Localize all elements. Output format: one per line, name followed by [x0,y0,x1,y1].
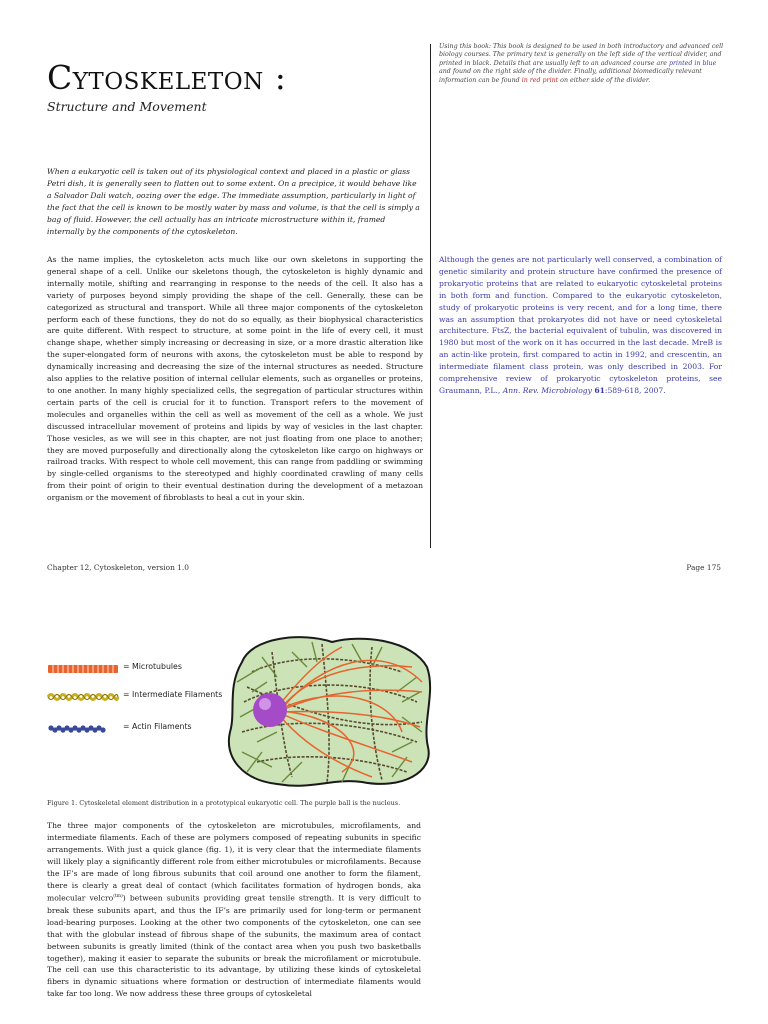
legend-label: = Actin Filaments [123,722,192,731]
page-subtitle: Structure and Movement [47,99,207,114]
actin-filament-swatch-icon [47,722,119,736]
figure-caption: Figure 1. Cytoskeletal element distribution in a prototypical eukaryotic cell. The purple ball is the nucleus. [47,799,401,807]
usage-note [439,43,729,85]
legend-label: = Microtubules [123,662,182,671]
body2-text: The three major components of the cytoskeleton are microtubules, microfilaments, and intermediate filaments. Each of these are polymers composed of repeating subunits in specific arrangements. With just a quick glance (fig. 1), it is very clear that the intermediate filaments will likely play a significantly different role from either microtubules or microfilaments. Because the IF’s are made of long fibrous subunits that coil around one another to form the filament, there is clearly a great deal of contact (which facilitates formation of hydrogen bonds, aka molecular velcro [47,821,421,903]
footer-chapter: Chapter 12, Cytoskeleton, version 1.0 [47,563,189,572]
legend-label: = Intermediate Filaments [123,690,223,699]
vertical-divider [430,44,431,548]
body-paragraph: As the name implies, the cytoskeleton acts much like our own skeletons in supporting the general shape of a cell. Unlike our skeletons though, the cytoskeleton is highly dynamic and internally motile, shifting and rearranging in response to the needs of the cell. It also has a variety of purposes beyond simply providing the shape of the cell. Generally, these can be categorized as structural and transport. While all three major components of the cytoskeleton perform each of these functions, they do not do so equally, as their biophysical characteristics are quite different. With respect to structure, at some point in the life of every cell, it must change shape, whether simply increasing or decreasing in size, or a more drastic alteration like the super-elongated form of neurons with axons, the cytoskeleton must be able to respond by dynamically increasing and decreasing the size of the internal structures as needed. Structure also applies to the relative position of internal cellular elements, such as organelles or proteins, to one another. In many highly specialized cells, the segregation of particular structures within certain parts of the cell is crucial for it to function. Transport refers to the movement of molecules and organelles within the cell as well as movement of the cell as a whole. We just discussed intracellular movement of proteins and lipids by way of vesicles in the last chapter. Those vesicles, as we will see in this chapter, are not just floating from one place to another; they are moved purposefully and directionally along the cytoskeleton like cargo on highways or railroad tracks. With respect to whole cell movement, this can range from paddling or swimming by single-celled organisms to the stereotyped and highly coordinated crawling of many cells from their point of origin to their eventual destination during the development of a metazoan organism or the movement of fibroblasts to heal a cut in your skin. [47,255,423,503]
usage-note-text: Using this book: This book is designed to be used in both introductory and advanced cell biology courses. The primary text is generally on the left side of the vertical divider, and printed in black. Details that are usually left to an advanced course are [439,43,724,67]
usage-note-blue: printed in blue [669,59,717,67]
intro-paragraph: When a eukaryotic cell is taken out of its physiological context and placed in a plastic or glass Petri dish, it is generally seen to flatten out to some extent. On a precipice, it would behave like a Salvador Dali watch, oozing over the edge. The immediate assumption, particularly in light of the fact that the cell is known to be mostly water by mass and volume, is that the cell is simply a bag of fluid. However, the cell actually has an intricate microstructure within it, framed internally by the components of the cytoskeleton. [47,167,420,236]
sidebar-volume: 61 [594,385,605,395]
usage-note-text-2: and found on the right side of the divider. Finally, additional biomedically relevant information can be found [439,68,702,84]
figure-legend [47,655,247,755]
cell-illustration [222,632,437,792]
nucleus [253,693,287,727]
usage-note-text-3: on either side of the divider. [558,76,651,84]
sidebar-advanced-note [439,254,722,397]
footer-page-number: Page 175 [686,563,721,572]
page-title: Cytoskeleton : [47,58,287,97]
usage-note-red: in red print [521,76,559,84]
body2-trademark: (tm) [113,894,123,900]
body2-text-2: ) between subunits providing great tensile strength. It is very difficult to break these subunits apart, and thus the IF’s are primarily used for long-term or permanent load-bearing purposes. Looking at the other two components of the cytoskeleton, one can see that with the globular instead of fibrous shape of the subunits, the maximum area of contact between subunits is greatly limited (think of the contact area when you push two basketballs together), making it easier to separate the subunits or break the microfilament or microtubule. The cell can use this characteristic to its advantage, by utilizing these kinds of cytoskeletal fibers in dynamic situations where formation or destruction of intermediate filaments would take far too long. We now address these three groups of cytoskeletal [47,893,421,999]
legend-intermediate-filaments [47,689,223,703]
body-paragraph-2 [47,820,421,1000]
sidebar-journal: Ann. Rev. Microbiology [502,385,592,395]
nucleus-highlight [259,698,271,710]
legend-microtubules [47,661,182,675]
intermediate-filament-swatch-icon [47,690,119,704]
sidebar-text: Although the genes are not particularly well conserved, a combination of genetic similarity and protein structure have confirmed the presence of prokaryotic proteins that are related to eukaryotic cytoskeletal proteins in both form and function. Compared to the eukaryotic cytoskeleton, study of prokaryotic proteins is very recent, and for a long time, there was an assumption that prokaryotes did not have or need cytoskeletal architecture. FtsZ, the bacterial equivalent of tubulin, was discovered in 1980 but most of the work on it has occurred in the last decade. MreB is an actin-like protein, first compared to actin in 1992, and crescentin, an intermediate filament class protein, was only described in 2003. For comprehensive review of prokaryotic cytoskeleton proteins, see Graumann, P.L., [439,255,722,395]
sidebar-text-2: :589-618, 2007. [604,385,666,395]
microtubule-swatch-icon [47,662,119,676]
legend-actin-filaments [47,721,192,735]
